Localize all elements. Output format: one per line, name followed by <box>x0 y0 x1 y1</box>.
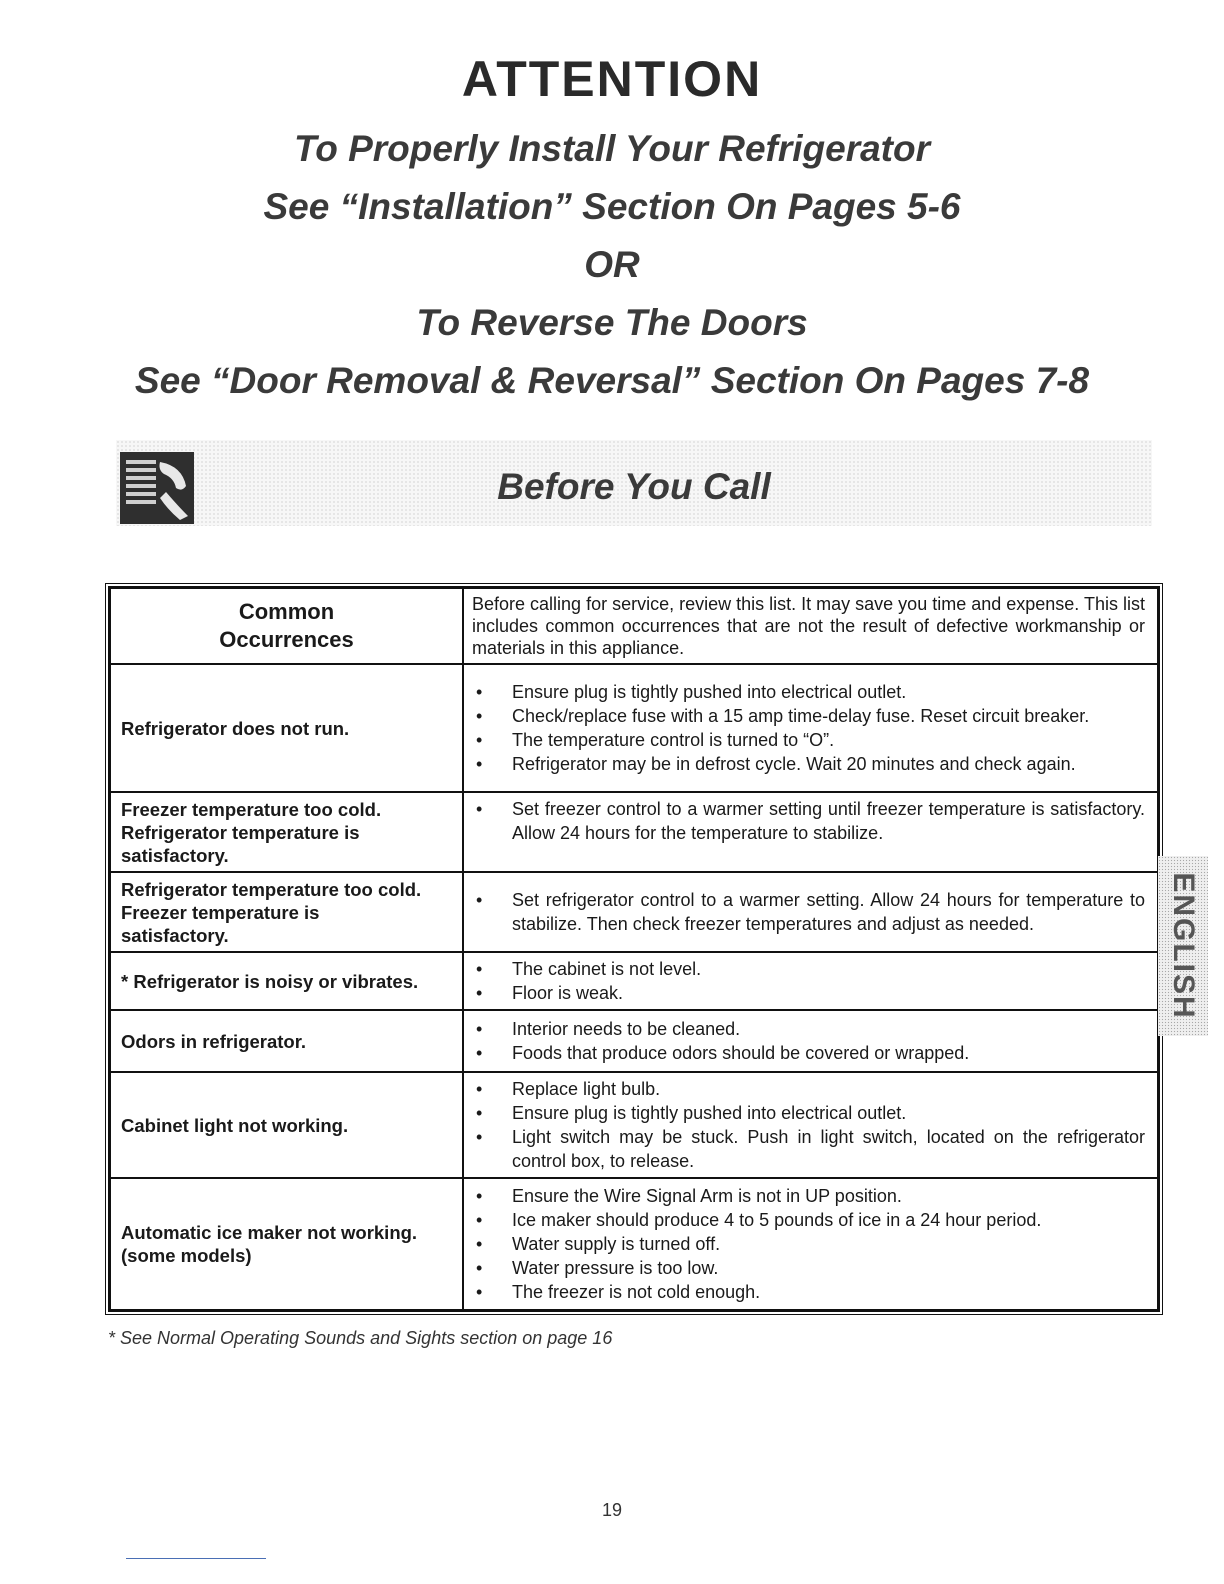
problem-text: Refrigerator temperature too cold. <box>121 878 422 900</box>
table-row <box>110 1010 1158 1072</box>
problem-text: Refrigerator temperature is <box>121 821 360 843</box>
problem-text: satisfactory. <box>121 844 229 866</box>
problem-cell <box>110 1178 463 1310</box>
banner-title: Before You Call <box>497 466 771 507</box>
solution-cell <box>463 872 1158 952</box>
table-row <box>110 1072 1158 1178</box>
install-pages-line: See “Installation” Section On Pages 5-6 <box>263 186 961 227</box>
problem-text: (some models) <box>121 1245 252 1266</box>
solution-item: • Water supply is turned off. <box>472 1232 1145 1256</box>
solution-item: • Interior needs to be cleaned. <box>472 1017 1145 1041</box>
install-line: To Properly Install Your Refrigerator <box>294 128 930 169</box>
solution-item: • Ensure plug is tightly pushed into electrical outlet. <box>472 680 1145 704</box>
solution-item: • The temperature control is turned to “O”. <box>472 728 1145 752</box>
solution-cell <box>463 664 1158 792</box>
or-line: OR <box>584 244 640 285</box>
solution-cell <box>463 952 1158 1010</box>
header-left-line: Occurrences <box>219 627 354 652</box>
problem-text: Freezer temperature is <box>121 901 320 923</box>
page-number: 19 <box>601 1500 623 1520</box>
problem-cell <box>110 1010 463 1072</box>
problem-cell <box>110 952 463 1010</box>
solution-item: • Refrigerator may be in defrost cycle. Wait 20 minutes and check again. <box>472 752 1145 776</box>
solution-item: • The cabinet is not level. <box>472 957 1145 981</box>
problem-text: Odors in refrigerator. <box>121 1030 307 1052</box>
solution-cell <box>463 1178 1158 1310</box>
solution-item: • Water pressure is too low. <box>472 1256 1145 1280</box>
problem-text: satisfactory. <box>121 924 229 946</box>
solution-cell <box>463 792 1158 872</box>
solution-item: • Ensure plug is tightly pushed into electrical outlet. <box>472 1101 1145 1125</box>
attention-heading: ATTENTION <box>461 51 763 107</box>
problem-cell <box>110 872 463 952</box>
reverse-doors-line: To Reverse The Doors <box>416 302 808 343</box>
solution-item: • The freezer is not cold enough. <box>472 1280 1145 1304</box>
problem-text: Cabinet light not working. <box>121 1114 349 1136</box>
problem-text: Refrigerator does not run. <box>121 717 350 739</box>
door-reversal-pages-line: See “Door Removal & Reversal” Section On Pages 7-8 <box>134 360 1090 401</box>
solution-item: • Foods that produce odors should be covered or wrapped. <box>472 1041 1145 1065</box>
table-row <box>110 664 1158 792</box>
problem-text: Automatic ice maker not working. <box>121 1222 418 1243</box>
header-intro-text: Before calling for service, review this list. It may save you time and expense. This list includes common occurrences that are not the result of defective workmanship or materials in this appliance. <box>463 588 1158 664</box>
header-common-occurrences <box>110 588 463 664</box>
before-you-call-banner <box>116 440 1152 526</box>
header-left-line: Common <box>238 599 335 624</box>
problem-text: * Refrigerator is noisy or vibrates. <box>121 970 419 992</box>
solution-item: • Set freezer control to a warmer setting until freezer temperature is satisfactory. Allow 24 hours for the temperature to stabilize. <box>472 797 1145 845</box>
problem-cell <box>110 792 463 872</box>
solution-item: • Light switch may be stuck. Push in light switch, located on the refrigerator control box, to release. <box>472 1125 1145 1173</box>
problem-cell <box>110 1072 463 1178</box>
table-row <box>110 1178 1158 1310</box>
solution-item: • Replace light bulb. <box>472 1077 1145 1101</box>
solution-item: • Set refrigerator control to a warmer setting. Allow 24 hours for temperature to stabilize. Then check freezer temperatures and adjust as needed. <box>472 888 1145 936</box>
table-row <box>110 792 1158 872</box>
solution-item: • Check/replace fuse with a 15 amp time-delay fuse. Reset circuit breaker. <box>472 704 1145 728</box>
solution-cell <box>463 1072 1158 1178</box>
troubleshooting-table <box>105 583 1163 1315</box>
bottom-rule <box>126 1558 266 1559</box>
problem-cell <box>110 664 463 792</box>
table-row <box>110 952 1158 1010</box>
side-tab-label: ENGLISH <box>1167 872 1200 1020</box>
table-header-row <box>110 588 1158 664</box>
solution-item: • Ensure the Wire Signal Arm is not in UP position. <box>472 1184 1145 1208</box>
table-row <box>110 872 1158 952</box>
solution-item: • Ice maker should produce 4 to 5 pounds of ice in a 24 hour period. <box>472 1208 1145 1232</box>
language-side-tab <box>1158 856 1208 1036</box>
footnote: * See Normal Operating Sounds and Sights section on page 16 <box>108 1328 613 1348</box>
solution-cell <box>463 1010 1158 1072</box>
solution-item: • Floor is weak. <box>472 981 1145 1005</box>
problem-text: Freezer temperature too cold. <box>121 798 382 820</box>
